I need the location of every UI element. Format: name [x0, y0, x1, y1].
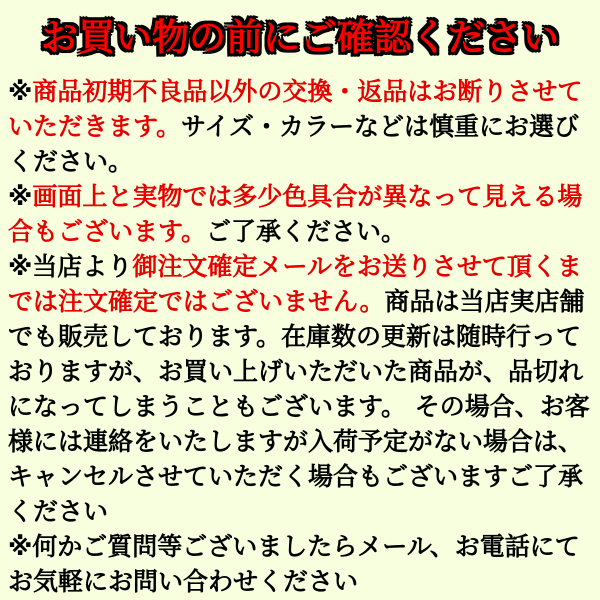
text-segment-black: ご了承ください。	[206, 217, 407, 247]
text-segment-black: 商品は当店実店舗でも販売しております。在庫数の更新は随時行っておりますが、お買い上げいただいた商品が、品切れになってしまうこともございます。 その場合、お客様には連絡をいたしますが入荷予定がない場合は、キャンセルさせていただく場合もございますご了承ください	[8, 287, 590, 527]
text-segment-black: ※	[8, 77, 33, 107]
notice-body	[0, 60, 600, 599]
text-segment-red: 御注文確定メールをお送りさせて頂くまでは注文確定ではございません。	[8, 252, 582, 317]
page-title: お買い物の前にご確認ください	[41, 16, 559, 59]
text-segment-black: サイズ・カラーなどは慎重にお選びください。	[8, 112, 580, 177]
text-segment-black: ※当店より	[8, 252, 133, 282]
notice-paragraph	[8, 529, 592, 599]
notice-paragraph	[8, 249, 592, 529]
notice-paragraph	[8, 74, 592, 179]
text-segment-black: ※	[8, 182, 33, 212]
text-segment-red: 商品初期不良品以外の交換・返品はお断りさせていただきます。	[8, 77, 583, 142]
text-segment-black: ※何かご質問等ございましたらメール、お電話にてお気軽にお問い合わせください	[8, 532, 580, 597]
text-segment-red: 画面上と実物では多少色具合が異なって見える場合もございます。	[8, 182, 583, 247]
notice-paragraph	[8, 179, 592, 249]
